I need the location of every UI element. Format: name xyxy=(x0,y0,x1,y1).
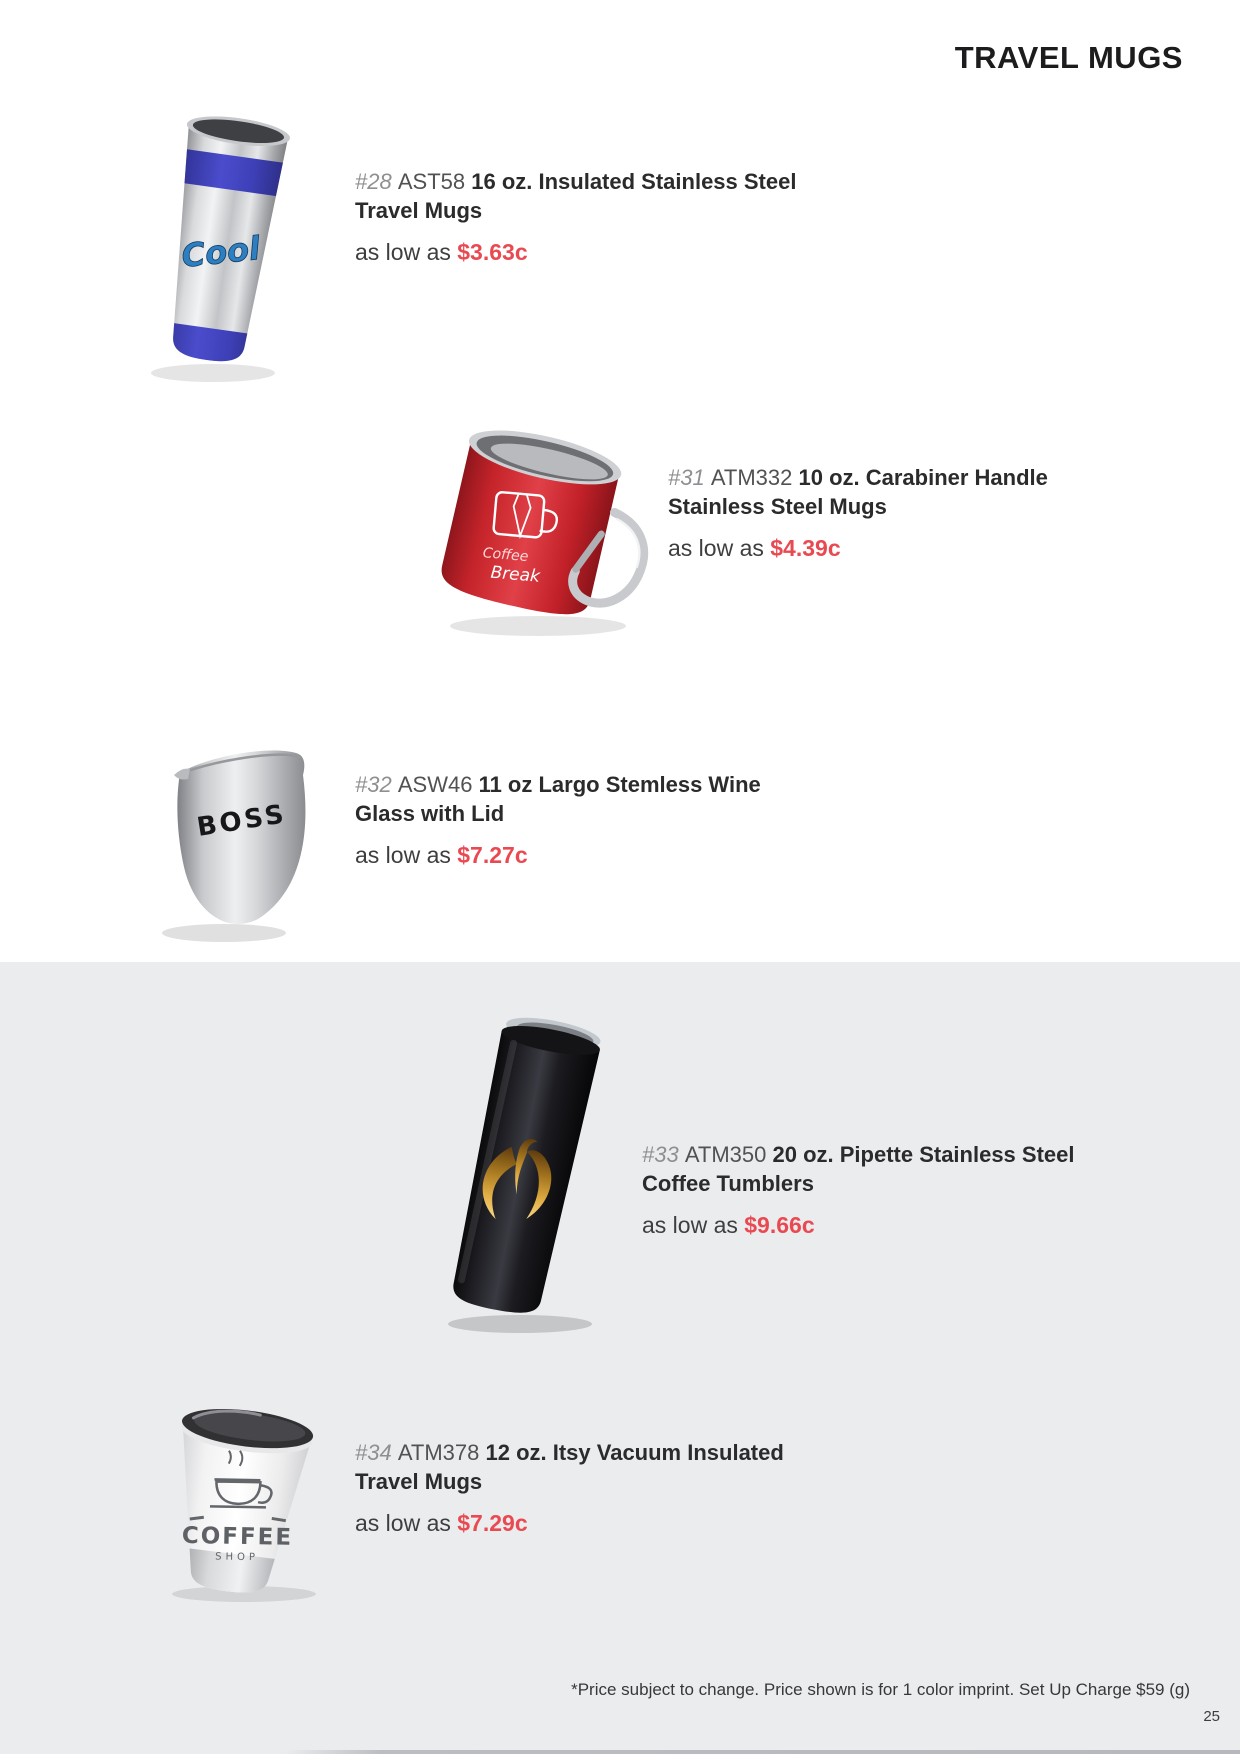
stemless-wine-tumbler-illustration xyxy=(146,727,332,949)
product-sku: ATM378 xyxy=(397,1440,480,1465)
price-prefix: as low as xyxy=(355,1510,451,1536)
price-line xyxy=(668,535,1138,562)
product-name: 20 oz. Pipette Stainless Steel Coffee Tumblers xyxy=(642,1142,1075,1196)
price-prefix: as low as xyxy=(355,239,451,265)
carabiner-mug-illustration xyxy=(418,404,666,646)
product-sku: ATM350 xyxy=(684,1142,767,1167)
mug-photo-asw46 xyxy=(146,727,332,949)
mug-imprint-word2: Break xyxy=(489,562,541,587)
mug-photo-ast58 xyxy=(133,95,311,387)
price-value: $7.29c xyxy=(457,1510,528,1536)
price-value: $4.39c xyxy=(770,535,841,561)
page-number: 25 xyxy=(1203,1708,1220,1725)
mug-imprint-sub: SHOP xyxy=(215,1551,260,1564)
product-number: #31 xyxy=(668,465,705,490)
price-value: $3.63c xyxy=(457,239,528,265)
product-sku: ASW46 xyxy=(397,772,473,797)
product-title xyxy=(642,1140,1112,1198)
price-value: $7.27c xyxy=(457,842,528,868)
mug-photo-atm350 xyxy=(420,1000,632,1338)
product-info-ast58 xyxy=(355,167,825,266)
mug-photo-atm378 xyxy=(139,1378,341,1606)
page-title: TRAVEL MUGS xyxy=(954,40,1183,75)
price-line xyxy=(355,842,825,869)
price-prefix: as low as xyxy=(355,842,451,868)
price-disclaimer: *Price subject to change. Price shown is for 1 color imprint. Set Up Charge $59 (g) xyxy=(571,1680,1190,1699)
price-value: $9.66c xyxy=(744,1212,815,1238)
price-prefix: as low as xyxy=(668,535,764,561)
mug-imprint-word1: Coffee xyxy=(482,545,530,566)
mug-photo-atm332 xyxy=(418,404,666,646)
product-name: 11 oz Largo Stemless Wine Glass with Lid xyxy=(355,772,761,826)
mug-imprint-main: COFFEE xyxy=(181,1522,294,1551)
product-sku: AST58 xyxy=(397,169,466,194)
mug-imprint-text: BOSS xyxy=(194,799,289,843)
mug-imprint-text: Cool xyxy=(179,229,262,276)
product-title xyxy=(355,770,825,828)
travel-mug-illustration xyxy=(133,95,311,387)
product-info-asw46 xyxy=(355,770,825,869)
product-sku: ATM332 xyxy=(710,465,793,490)
price-prefix: as low as xyxy=(642,1212,738,1238)
product-number: #32 xyxy=(355,772,392,797)
product-name: 12 oz. Itsy Vacuum Insulated Travel Mugs xyxy=(355,1440,784,1494)
product-title xyxy=(668,463,1138,521)
price-line xyxy=(355,239,825,266)
product-number: #28 xyxy=(355,169,392,194)
price-line xyxy=(355,1510,825,1537)
product-info-atm332 xyxy=(668,463,1138,562)
price-line xyxy=(642,1212,1112,1239)
page-edge-strip xyxy=(285,1750,1240,1754)
product-name: 10 oz. Carabiner Handle Stainless Steel Mugs xyxy=(668,465,1048,519)
black-tumbler-illustration xyxy=(420,1000,632,1338)
product-title xyxy=(355,167,825,225)
product-number: #33 xyxy=(642,1142,679,1167)
product-title xyxy=(355,1438,825,1496)
product-name: 16 oz. Insulated Stainless Steel Travel Mugs xyxy=(355,169,797,223)
product-info-atm350 xyxy=(642,1140,1112,1239)
product-info-atm378 xyxy=(355,1438,825,1537)
white-tumbler-illustration xyxy=(139,1378,341,1606)
product-number: #34 xyxy=(355,1440,392,1465)
